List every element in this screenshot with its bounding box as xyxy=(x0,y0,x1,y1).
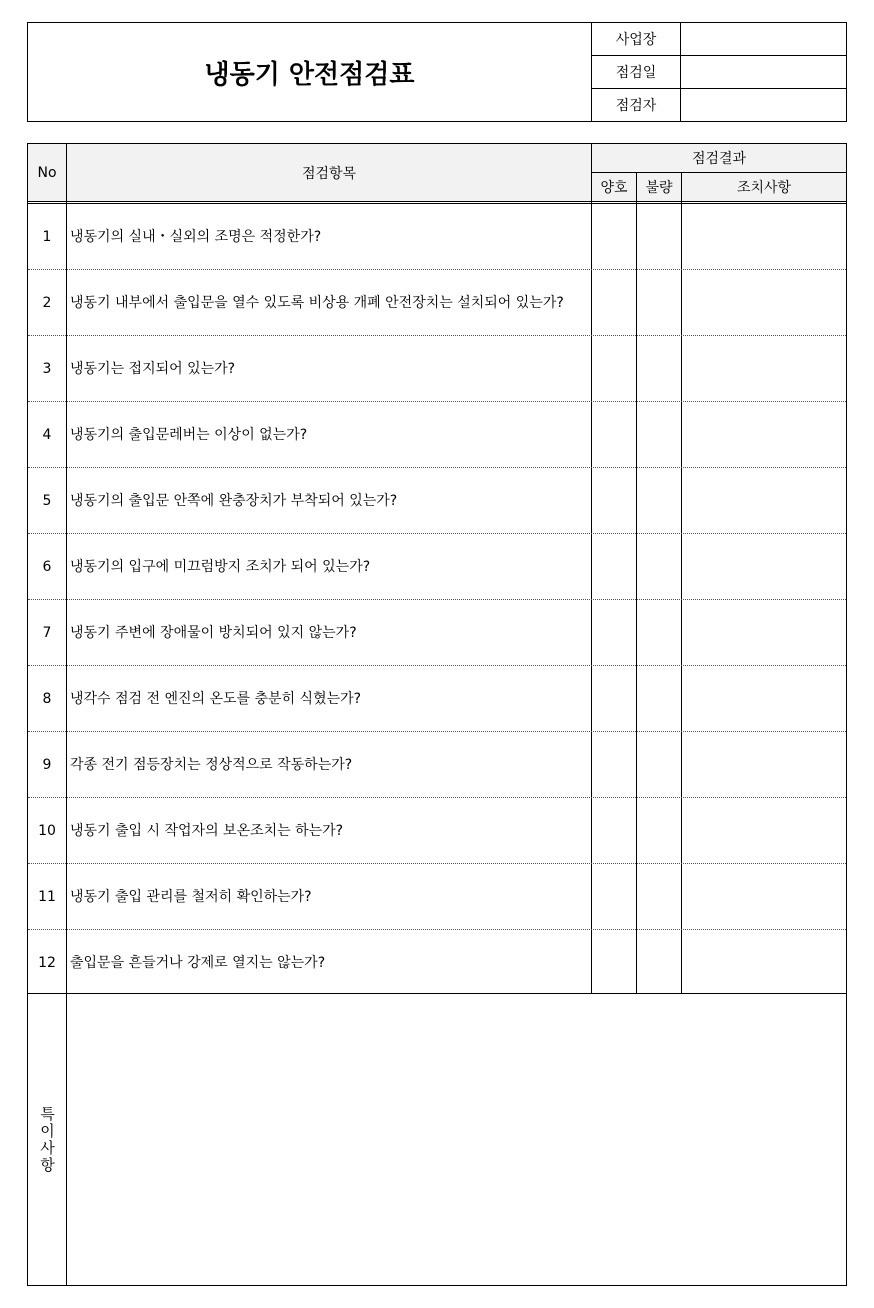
good-cell[interactable] xyxy=(592,270,636,336)
action-cell[interactable] xyxy=(682,402,846,468)
inspection-date-label: 점검일 xyxy=(592,56,681,88)
bad-cell[interactable] xyxy=(637,930,681,996)
action-cell[interactable] xyxy=(682,534,846,600)
checklist-item-text: 냉동기의 실내・실외의 조명은 적정한가? xyxy=(70,229,322,245)
bad-cell[interactable] xyxy=(637,798,681,864)
document-title: 냉동기 안전점검표 xyxy=(28,23,592,121)
good-cell[interactable] xyxy=(592,666,636,732)
checklist-item-text: 냉동기는 접지되어 있는가? xyxy=(70,361,236,377)
row-number: 1 xyxy=(42,229,52,245)
action-cell[interactable] xyxy=(682,600,846,666)
inspector-label: 점검자 xyxy=(592,89,681,121)
notes-label: 특이사항 xyxy=(38,1105,56,1174)
column-header-item: 점검항목 xyxy=(301,165,357,182)
bad-cell[interactable] xyxy=(637,864,681,930)
column-header-good: 양호 xyxy=(600,180,628,196)
row-number: 3 xyxy=(42,361,52,377)
checklist-item-text: 냉동기 주변에 장애물이 방치되어 있지 않는가? xyxy=(70,625,357,641)
good-cell[interactable] xyxy=(592,204,636,270)
header-block xyxy=(27,22,847,122)
action-cell[interactable] xyxy=(682,930,846,996)
checklist-item-text: 출입문을 흔들거나 강제로 열지는 않는가? xyxy=(70,955,326,971)
column-header-action: 조치사항 xyxy=(736,180,792,196)
action-cell[interactable] xyxy=(682,798,846,864)
good-cell[interactable] xyxy=(592,468,636,534)
header-row-site xyxy=(592,23,846,56)
bad-cell[interactable] xyxy=(637,204,681,270)
header-row-inspector xyxy=(592,89,846,121)
good-cell[interactable] xyxy=(592,732,636,798)
row-number: 8 xyxy=(42,691,52,707)
checklist-item-text: 냉동기 출입 시 작업자의 보온조치는 하는가? xyxy=(70,823,344,839)
row-number: 10 xyxy=(38,823,56,839)
column-header-result: 점검결과 xyxy=(691,151,747,167)
checklist-item-text: 냉동기 출입 관리를 철저히 확인하는가? xyxy=(70,889,312,905)
bad-cell[interactable] xyxy=(637,732,681,798)
action-cell[interactable] xyxy=(682,864,846,930)
action-cell[interactable] xyxy=(682,666,846,732)
good-cell[interactable] xyxy=(592,402,636,468)
header-divider xyxy=(592,172,846,173)
bad-cell[interactable] xyxy=(637,270,681,336)
row-number: 5 xyxy=(42,493,52,509)
checklist-item-text: 냉동기의 출입문레버는 이상이 없는가? xyxy=(70,427,308,443)
good-cell[interactable] xyxy=(592,534,636,600)
good-cell[interactable] xyxy=(592,798,636,864)
row-number: 9 xyxy=(42,757,52,773)
action-cell[interactable] xyxy=(682,204,846,270)
inspection-date-field[interactable] xyxy=(681,56,846,88)
checklist-item-text: 냉동기 내부에서 출입문을 열수 있도록 비상용 개폐 안전장치는 설치되어 있는가? xyxy=(70,295,564,311)
action-cell[interactable] xyxy=(682,732,846,798)
site-field[interactable] xyxy=(681,23,846,55)
site-label: 사업장 xyxy=(592,23,681,55)
row-number: 12 xyxy=(38,955,56,971)
good-cell[interactable] xyxy=(592,930,636,996)
column-header-no: No xyxy=(37,164,57,181)
action-cell[interactable] xyxy=(682,336,846,402)
bad-cell[interactable] xyxy=(637,402,681,468)
checklist-item-text: 냉동기의 입구에 미끄럼방지 조치가 되어 있는가? xyxy=(70,559,371,575)
checklist-item-text: 냉동기의 출입문 안쪽에 완충장치가 부착되어 있는가? xyxy=(70,493,398,509)
inspector-field[interactable] xyxy=(681,89,846,121)
column-header-bad: 불량 xyxy=(645,180,673,196)
bad-cell[interactable] xyxy=(637,600,681,666)
row-number: 7 xyxy=(42,625,52,641)
action-cell[interactable] xyxy=(682,468,846,534)
good-cell[interactable] xyxy=(592,600,636,666)
row-number: 6 xyxy=(42,559,52,575)
checklist-item-text: 각종 전기 점등장치는 정상적으로 작동하는가? xyxy=(70,757,353,773)
bad-cell[interactable] xyxy=(637,468,681,534)
checklist-table xyxy=(27,143,847,1286)
header-bottom-line xyxy=(28,201,846,202)
row-number: 2 xyxy=(42,295,52,311)
row-number: 4 xyxy=(42,427,52,443)
bad-cell[interactable] xyxy=(637,336,681,402)
good-cell[interactable] xyxy=(592,864,636,930)
bad-cell[interactable] xyxy=(637,534,681,600)
action-cell[interactable] xyxy=(682,270,846,336)
bad-cell[interactable] xyxy=(637,666,681,732)
header-row-date xyxy=(592,56,846,89)
checklist-item-text: 냉각수 점검 전 엔진의 온도를 충분히 식혔는가? xyxy=(70,691,362,707)
row-number: 11 xyxy=(38,889,56,905)
good-cell[interactable] xyxy=(592,336,636,402)
notes-input[interactable] xyxy=(67,994,846,1285)
